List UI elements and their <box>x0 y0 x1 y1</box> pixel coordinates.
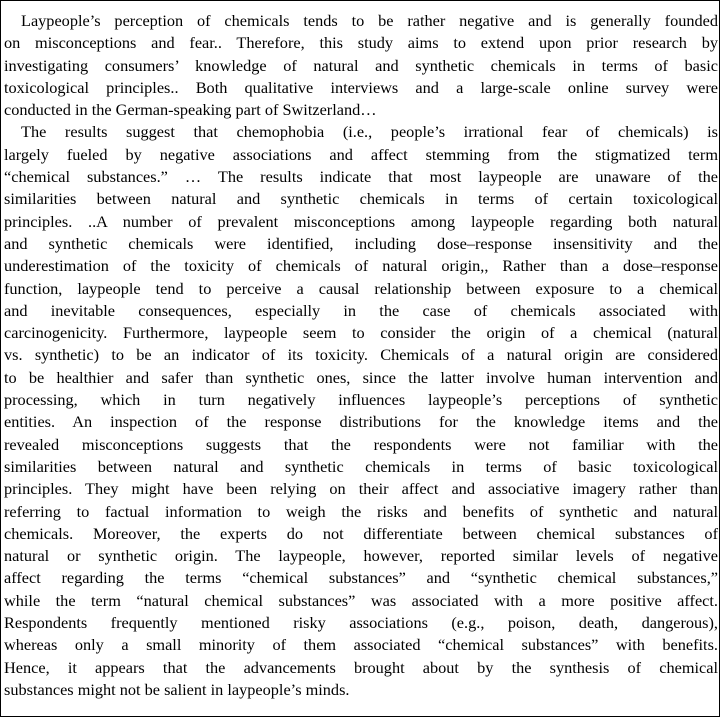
text-line: function, laypeople tend to perceive a causal relationship between exposure to a chemical <box>4 278 718 298</box>
text-line: to be healthier and safer than synthetic ones, since the latter involve human intervention and <box>4 367 718 387</box>
text-line: Laypeople’s perception of chemicals tends to be rather negative and is generally founded <box>21 11 718 30</box>
text-line: entities. An inspection of the response distributions for the knowledge items and the <box>4 412 718 432</box>
text-line: natural or synthetic origin. The laypeople, however, reported similar levels of negative <box>4 546 718 566</box>
text-line: while the term “natural chemical substances” was associated with a more positive affect. <box>4 590 718 610</box>
text-line: principles. ..A number of prevalent misconceptions among laypeople regarding both natural <box>4 211 718 231</box>
text-line: principles. They might have been relying on their affect and associative imagery rather than <box>4 479 718 499</box>
text-line: and inevitable consequences, especially in the case of chemicals associated with <box>4 300 718 320</box>
text-line: The results suggest that chemophobia (i.e., people’s irrational fear of chemicals) is <box>21 122 718 142</box>
document-body <box>4 10 718 701</box>
text-line: underestimation of the toxicity of chemicals of natural origin,, Rather than a dose–response <box>4 256 718 276</box>
text-line: referring to factual information to weigh the risks and benefits of synthetic and natural <box>4 501 718 521</box>
text-line: revealed misconceptions suggests that the respondents were not familiar with the <box>4 434 718 454</box>
text-line: conducted in the German-speaking part of Switzerland… <box>4 100 377 120</box>
text-line: investigating consumers’ knowledge of natural and synthetic chemicals in terms of basic <box>4 55 718 75</box>
paragraph-2 <box>4 121 718 701</box>
text-line: “chemical substances.” … The results indicate that most laypeople are unaware of the <box>4 167 718 187</box>
text-line: carcinogenicity. Furthermore, laypeople seem to consider the origin of a chemical (natural <box>4 323 718 343</box>
text-line: substances might not be salient in laypeople’s minds. <box>4 679 350 699</box>
text-line: similarities between natural and synthetic chemicals in terms of basic toxicological <box>4 456 718 476</box>
text-line: largely fueled by negative associations and affect stemming from the stigmatized term <box>4 144 718 164</box>
text-line: whereas only a small minority of them associated “chemical substances” with benefits. <box>4 635 718 655</box>
paragraph-1 <box>4 10 718 121</box>
text-line: Hence, it appears that the advancements brought about by the synthesis of chemical <box>4 657 718 677</box>
text-line: Respondents frequently mentioned risky associations (e.g., poison, death, dangerous), <box>4 613 718 633</box>
text-line: processing, which in turn negatively influences laypeople’s perceptions of synthetic <box>4 390 718 410</box>
text-line: affect regarding the terms “chemical substances” and “synthetic chemical substances,” <box>4 568 718 588</box>
text-line: and synthetic chemicals were identified, including dose–response insensitivity and the <box>4 233 718 253</box>
text-line: chemicals. Moreover, the experts do not differentiate between chemical substances of <box>4 523 718 543</box>
text-line: vs. synthetic) to be an indicator of its toxicity. Chemicals of a natural origin are considered <box>4 345 718 365</box>
text-line: toxicological principles.. Both qualitative interviews and a large-scale online survey were <box>4 77 718 97</box>
text-line: on misconceptions and fear.. Therefore, this study aims to extend upon prior research by <box>4 33 718 53</box>
text-line: similarities between natural and synthetic chemicals in terms of certain toxicological <box>4 189 718 209</box>
